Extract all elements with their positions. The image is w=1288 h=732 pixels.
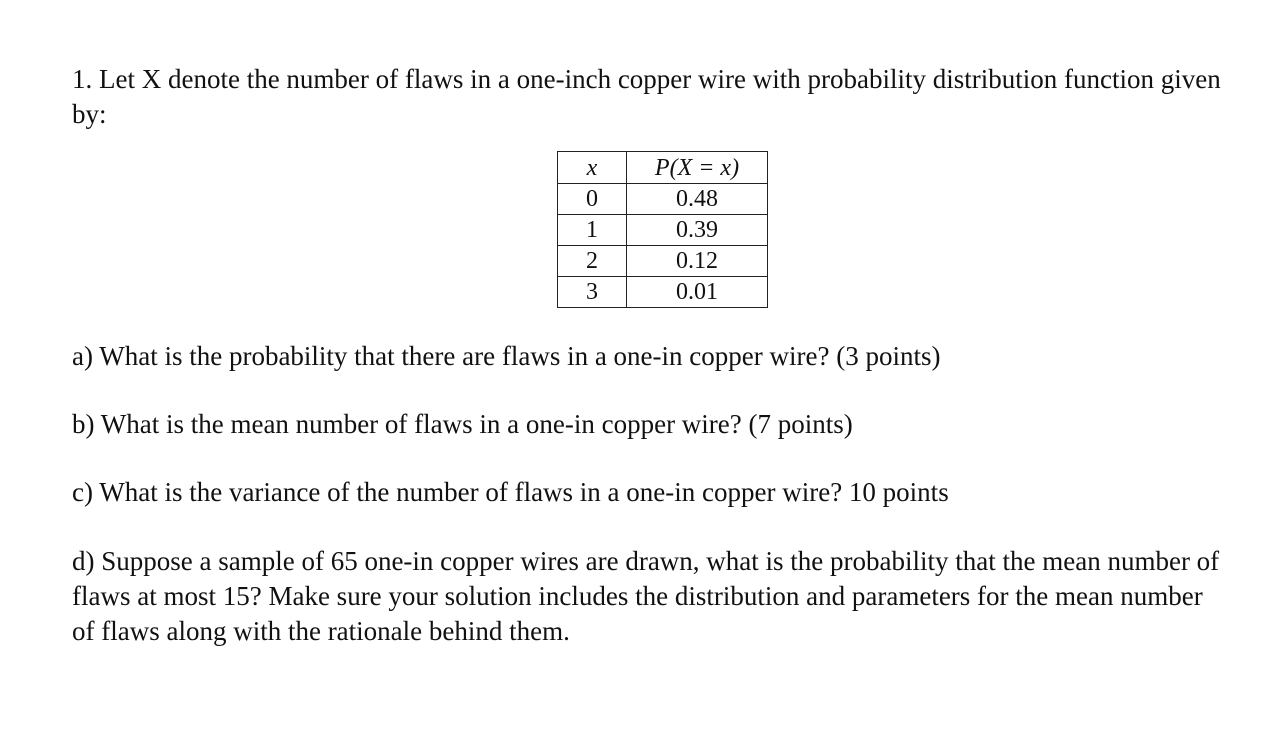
table-header-row [558,152,768,184]
table-row [558,215,768,246]
part-b: b) What is the mean number of flaws in a one-in copper wire? (7 points) [72,409,853,439]
table-row [558,246,768,277]
cell-x: 0 [558,184,627,215]
cell-probability: 0.01 [627,277,768,308]
probability-table-wrapper [557,151,768,308]
part-c: c) What is the variance of the number of flaws in a one-in copper wire? 10 points [72,477,949,507]
cell-x: 2 [558,246,627,277]
cell-probability: 0.39 [627,215,768,246]
part-a: a) What is the probability that there are flaws in a one-in copper wire? (3 points) [72,341,941,371]
question-intro: 1. Let X denote the number of flaws in a one-inch copper wire with probability distribution function given by: [72,64,1221,129]
part-d: d) Suppose a sample of 65 one-in copper wires are drawn, what is the probability that the mean number of flaws at most 15? Make sure your solution includes the distribution and parameters for the mean number of flaws along with the rationale behind them. [72,546,1220,646]
probability-table [557,151,768,308]
header-probability: P(X = x) [627,152,768,184]
document-body [72,62,1222,646]
cell-x: 3 [558,277,627,308]
header-x: x [558,152,627,184]
table-row [558,277,768,308]
table-row [558,184,768,215]
cell-probability: 0.12 [627,246,768,277]
cell-x: 1 [558,215,627,246]
cell-probability: 0.48 [627,184,768,215]
